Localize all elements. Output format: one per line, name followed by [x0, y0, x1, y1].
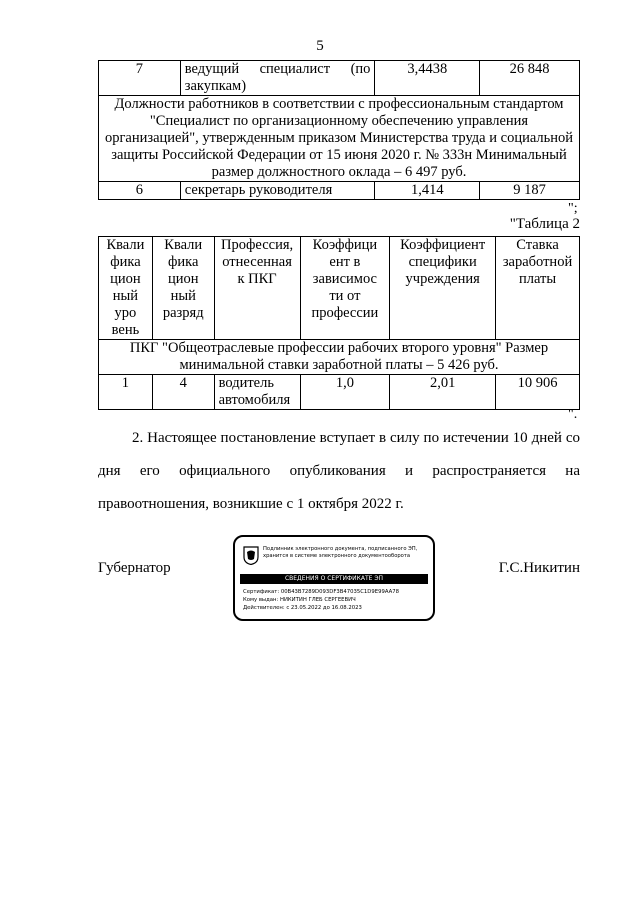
column-header: Ставка заработной платы: [496, 237, 580, 340]
column-header: Коэффици ент в зависимос ти от профессии: [300, 237, 390, 340]
rates-table: [98, 236, 580, 410]
position-name: секретарь руководителя: [180, 182, 375, 200]
wage-rate: 10 906: [496, 375, 580, 410]
salary: 26 848: [480, 61, 580, 96]
signatory-title: Губернатор: [98, 560, 171, 576]
position-name: ведущий специалист (по закупкам): [180, 61, 375, 96]
coefficient: 1,414: [375, 182, 480, 200]
table-row: [99, 182, 580, 200]
profession-coefficient: 1,0: [300, 375, 390, 410]
qualification-level: 1: [99, 375, 153, 410]
column-header: Коэффициент специфики учреждения: [390, 237, 496, 340]
table-caption: "Таблица 2: [509, 216, 580, 232]
quote-close-mark: ";: [568, 201, 578, 216]
table-row: [99, 375, 580, 410]
section-text: Должности работников в соответствии с профессиональным стандартом "Специалист по организационному обеспечению управления организацией", утвержденным приказом Министерства труда и социальной защиты Российской Федерации от 15 июня 2020 г. № 333н Минимальный размер должностного оклада – 6 497 руб.: [99, 96, 580, 182]
positions-table: [98, 60, 580, 200]
coat-of-arms-icon: [243, 546, 259, 565]
column-header: Квали фика цион ный уро вень: [99, 237, 153, 340]
salary: 9 187: [480, 182, 580, 200]
electronic-signature-stamp: [233, 535, 435, 621]
certificate-number: Сертификат: 00B43B7289D093DF3B47035C1D9E99AA78: [243, 589, 399, 595]
coefficient: 3,4438: [375, 61, 480, 96]
row-number: 7: [99, 61, 181, 96]
column-header: Квали фика цион ный разряд: [152, 237, 214, 340]
qualification-grade: 4: [152, 375, 214, 410]
table-header-row: [99, 237, 580, 340]
certificate-validity: Действителен: с 23.05.2022 до 16.08.2023: [243, 605, 362, 611]
table-section-row: [99, 96, 580, 182]
certificate-owner: Кому выдан: НИКИТИН ГЛЕБ СЕРГЕЕВИЧ: [243, 597, 356, 603]
table-section-row: [99, 340, 580, 375]
body-paragraph: 2. Настоящее постановление вступает в силу по истечении 10 дней со дня его официального опубликования и распространяется на правоотношения, возникшие с 1 октября 2022 г.: [98, 430, 580, 512]
stamp-note: Подлинник электронного документа, подписанного ЭП, хранится в системе электронного документооборота: [263, 546, 418, 559]
section-text: ПКГ "Общеотраслевые профессии рабочих второго уровня" Размер минимальной ставки заработной платы – 5 426 руб.: [99, 340, 580, 375]
table-row: [99, 61, 580, 96]
column-header: Профессия, отнесенная к ПКГ: [214, 237, 300, 340]
signatory-name: Г.С.Никитин: [498, 560, 580, 576]
page-number: 5: [316, 38, 324, 54]
stamp-header: СВЕДЕНИЯ О СЕРТИФИКАТЕ ЭП: [240, 574, 428, 584]
profession: водитель автомобиля: [214, 375, 300, 410]
row-number: 6: [99, 182, 181, 200]
quote-close-mark: ".: [568, 407, 578, 422]
institution-coefficient: 2,01: [390, 375, 496, 410]
